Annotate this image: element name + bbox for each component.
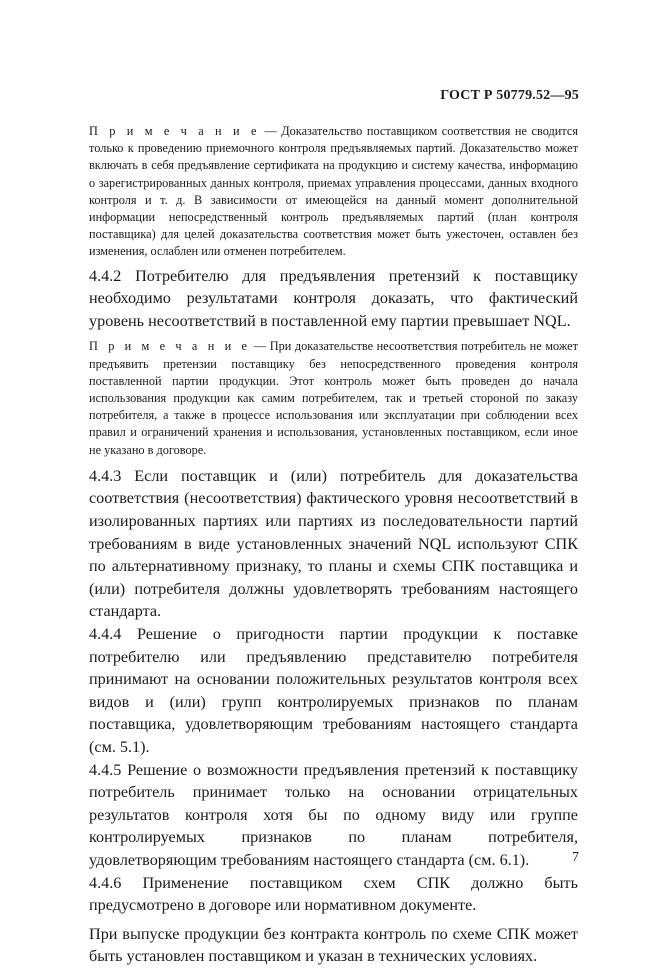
clause-4-4-4: 4.4.4 Решение о пригодности партии продукции к поставке потребителю или предъявлению представителю потребителя принимают на основании положительных результатов контроля всех видов и (или) групп контролируемых признаков по планам поставщика, удовлетворяющим требованиям настоящего стандарта (см. 5.1). [89, 624, 578, 756]
note-paragraph-1 [89, 123, 578, 261]
clause-4-4-6: 4.4.6 Применение поставщиком схем СПК должно быть предусмотрено в договоре или нормативном документе. [89, 873, 578, 915]
document-code-header: ГОСТ Р 50779.52—95 [440, 88, 579, 103]
note-label-1: П р и м е ч а н и е [89, 124, 260, 138]
page-number: 7 [572, 850, 579, 865]
final-paragraph: При выпуске продукции без контракта контроль по схеме СПК может быть установлен поставщиком и указан в технических условиях. [89, 924, 578, 966]
clause-4-4-3: 4.4.3 Если поставщик и (или) потребитель для доказательства соответствия (несоответствия) фактического уровня несоответствий в изолированных партиях или партиях из последовательности партий требованиям в виде установленных значений NQL используют СПК по альтернативному признаку, то планы и схемы СПК поставщика и (или) потребителя должны удовлетворять требованиям настоящего стандарта. [89, 466, 578, 621]
page-body [89, 123, 578, 968]
note-text-2: — При доказательстве несоответствия потребитель не может предъявить претензии поставщику без непосредственного проведения контроля поставленной партии продукции. Этот контроль может быть проведен до начала использования продукции как самим потребителем, так и третьей стороной по заказу потребителя, а также в процессе использования или эксплуатации при соблюдении всех правил и ограничений хранения и использования, установленных поставщиком, если иное не указано в договоре. [89, 339, 578, 457]
clause-4-4-5: 4.4.5 Решение о возможности предъявления претензий к поставщику потребитель принимает только на основании отрицательных результатов контроля хотя бы по одному виду или группе контролируемых признаков по планам потребителя, удовлетворяющим требованиям настоящего стандарта (см. 6.1). [89, 760, 578, 869]
note-label-2: П р и м е ч а н и е [89, 339, 251, 354]
note-paragraph-2 [89, 338, 578, 458]
note-text-1: — Доказательство поставщиком соответствия не сводится только к проведению приемочного контроля предъявляемых партий. Доказательство может включать в себя предъявление сертификата на продукцию и систему качества, информацию о зарегистрированных данных контроля, приемах управления процессами, данных входного контроля и т. д. В зависимости от имеющейся на данный момент дополнительной информации непосредственный контроль предъявляемых партий (план контроля поставщика) для целей доказательства соответствия может быть ужесточен, оставлен без изменения, ослаблен или отменен потребителем. [89, 124, 578, 259]
clause-4-4-2: 4.4.2 Потребителю для предъявления претензий к поставщику необходимо результатами контроля доказать, что фактический уровень несоответствий в поставленной ему партии превышает NQL. [89, 266, 578, 330]
